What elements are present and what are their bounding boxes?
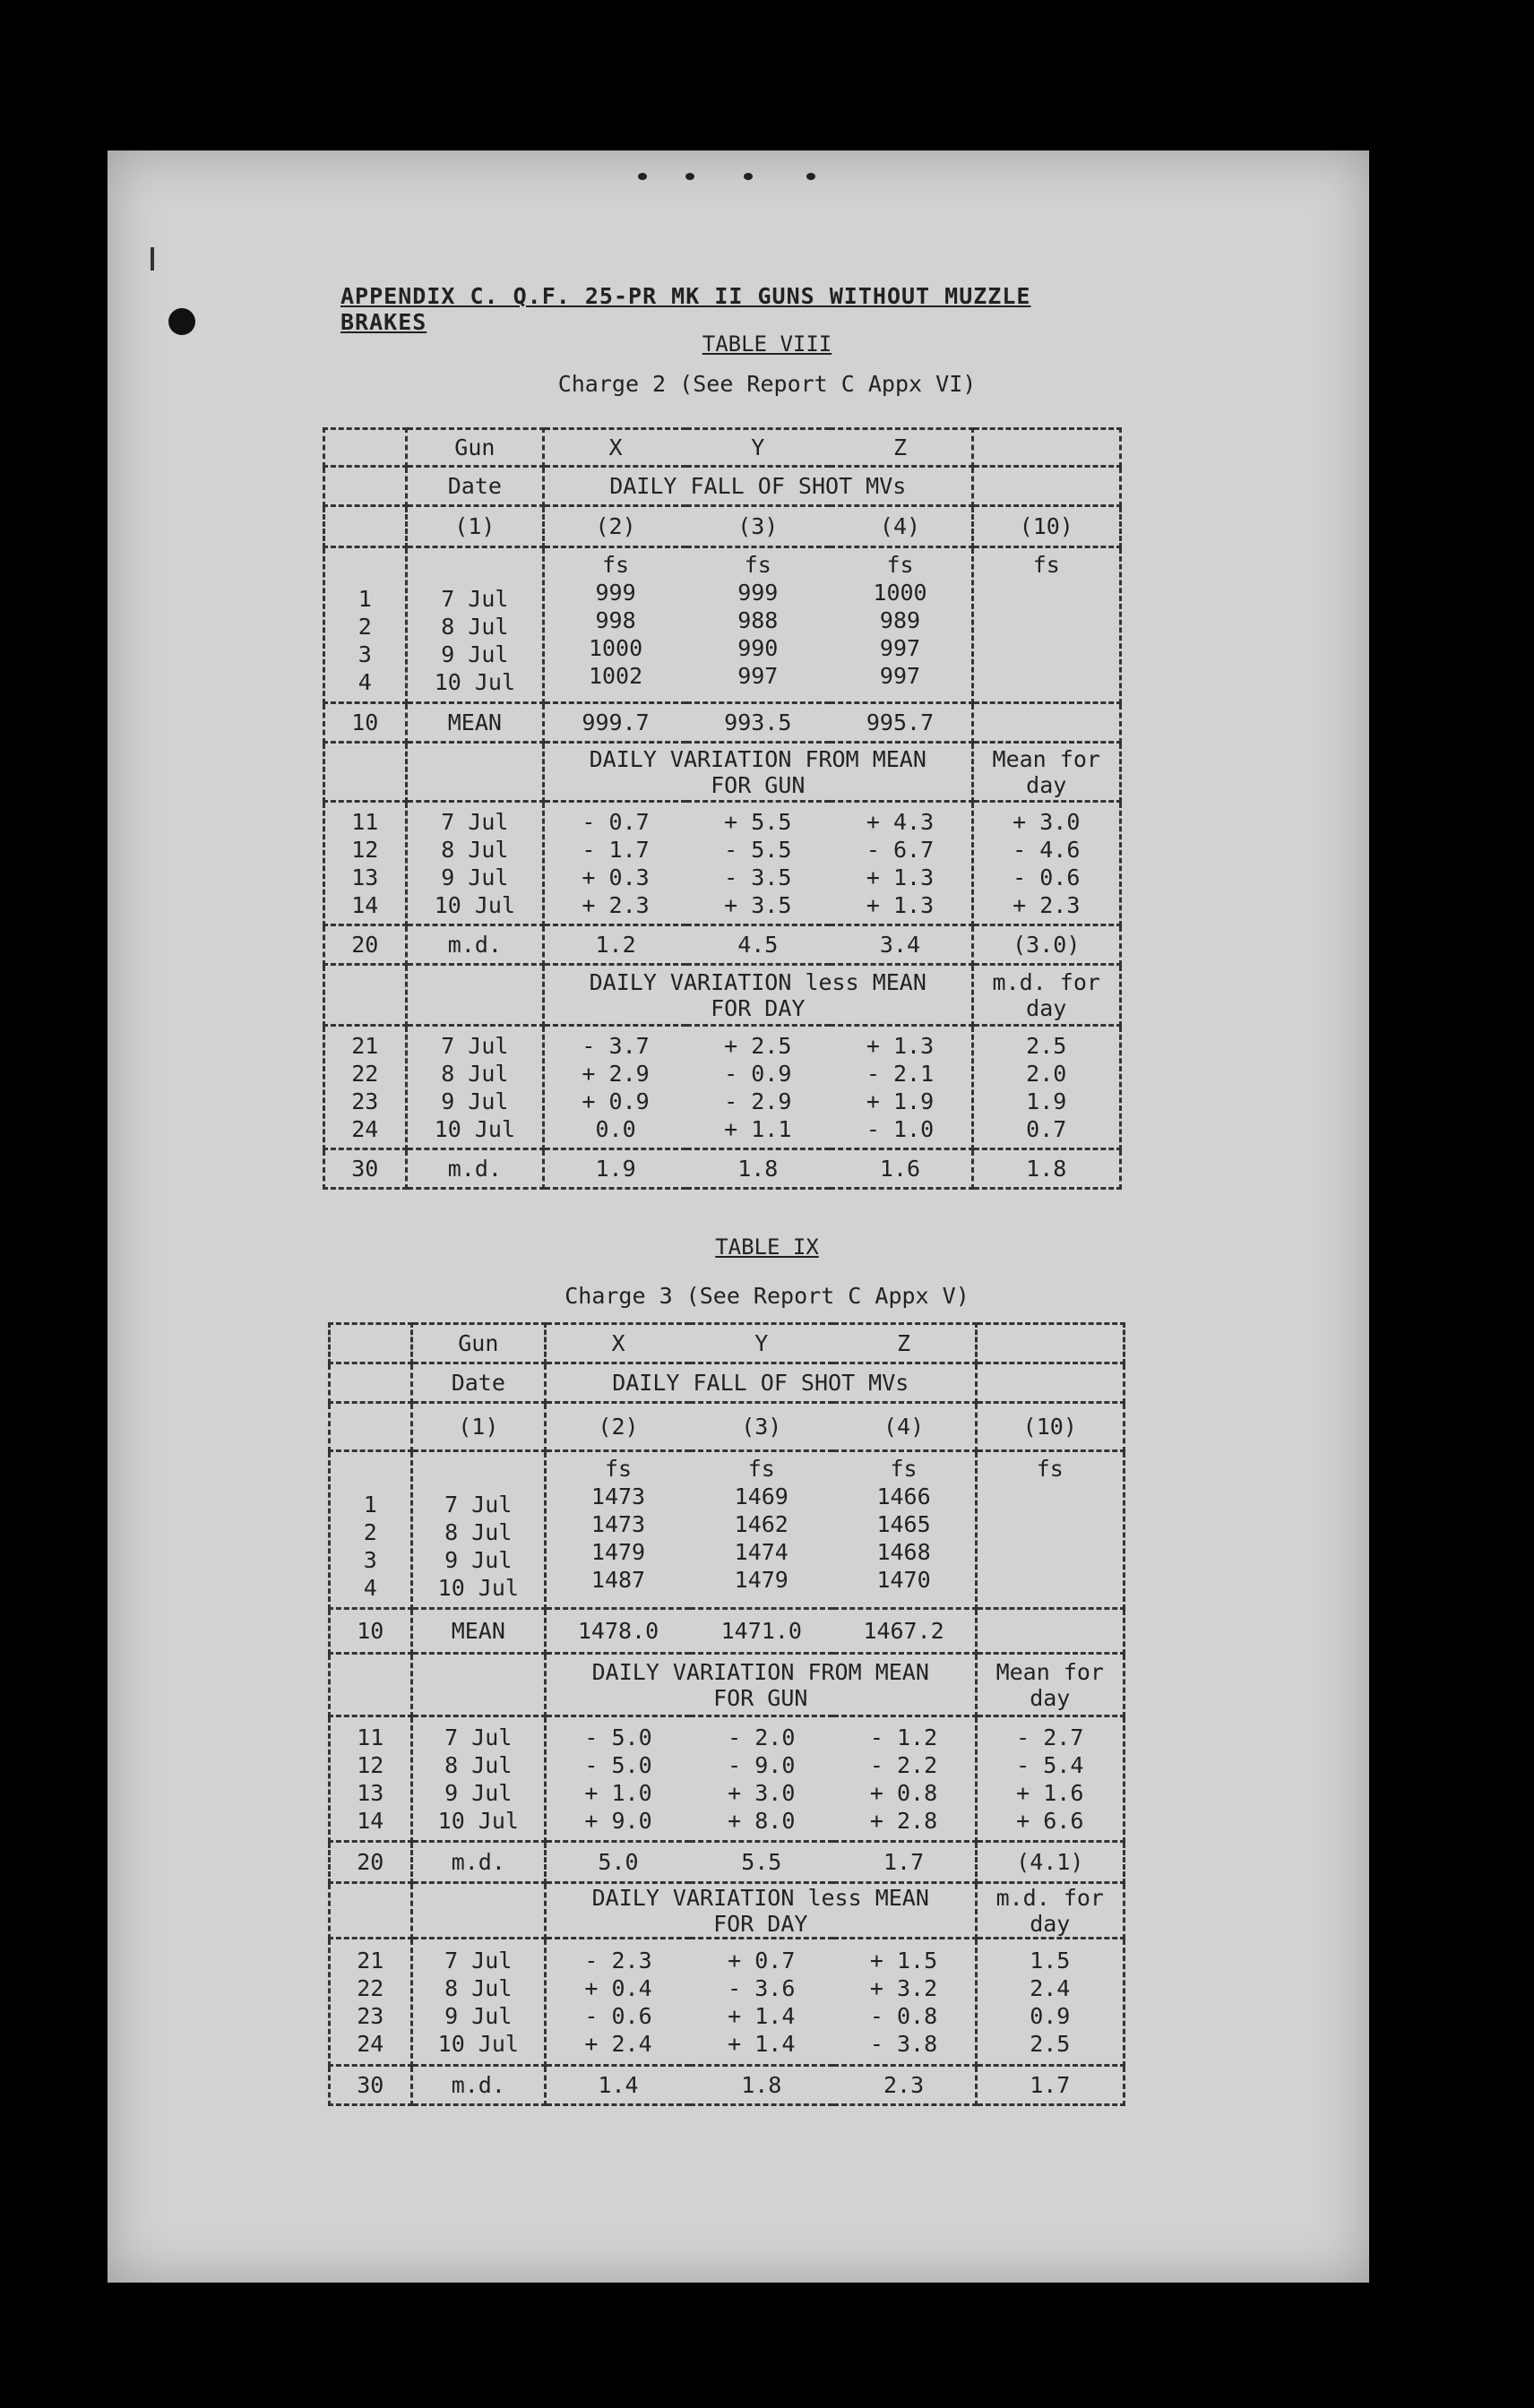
md-index: 20 <box>330 1842 412 1883</box>
md-day: (3.0) <box>972 925 1121 965</box>
md-label: m.d. <box>406 925 543 965</box>
margin-mark <box>151 247 154 271</box>
mean-y: 1471.0 <box>690 1609 833 1654</box>
gun-z-header: Z <box>833 1324 977 1363</box>
md2-z: 2.3 <box>833 2066 977 2105</box>
table-ix <box>328 1322 1125 2106</box>
blank-cell <box>324 429 407 467</box>
var-x-cell: - 0.7 - 1.7 + 0.3 + 2.3 <box>544 802 686 925</box>
gun-header: Gun <box>406 429 543 467</box>
vday-date-cell: 7 Jul 8 Jul 9 Jul 10 Jul <box>406 1026 543 1149</box>
blank-cell <box>976 1609 1124 1654</box>
gun-x-header: X <box>544 429 686 467</box>
md2-index: 30 <box>324 1149 407 1189</box>
blank-cell <box>330 1654 412 1716</box>
var-z-cell: + 4.3 - 6.7 + 1.3 + 1.3 <box>830 802 972 925</box>
md-day-header: m.d. for day <box>976 1883 1124 1939</box>
blank-cell <box>972 703 1121 743</box>
mean-index: 10 <box>324 703 407 743</box>
mv-x-cell: fs 1473 1473 1479 1487 <box>546 1451 691 1609</box>
var-z-cell: - 1.2 - 2.2 + 0.8 + 2.8 <box>833 1716 977 1842</box>
var-day-cell: - 2.7 - 5.4 + 1.6 + 6.6 <box>976 1716 1124 1842</box>
md-label: m.d. <box>411 1842 545 1883</box>
md2-day: 1.7 <box>976 2066 1124 2105</box>
punch-dot <box>744 173 753 180</box>
vday-day-cell: 1.5 2.4 0.9 2.5 <box>976 1939 1124 2066</box>
vday-index-cell: 21 22 23 24 <box>330 1939 412 2066</box>
mv-header: DAILY FALL OF SHOT MVs <box>546 1363 977 1403</box>
date-header: Date <box>411 1363 545 1403</box>
var-day-cell: + 3.0 - 4.6 - 0.6 + 2.3 <box>972 802 1121 925</box>
col-1-header: (1) <box>406 506 543 547</box>
mv-index-cell: 1 2 3 4 <box>324 547 407 703</box>
gun-x-header: X <box>546 1324 691 1363</box>
var-day-header: DAILY VARIATION less MEAN FOR DAY <box>544 965 972 1026</box>
mean-y: 993.5 <box>686 703 829 743</box>
gun-y-header: Y <box>686 429 829 467</box>
md-y: 5.5 <box>690 1842 833 1883</box>
blank-cell <box>324 743 407 802</box>
md-day-header: m.d. for day <box>972 965 1121 1026</box>
col-10-header: (10) <box>972 506 1121 547</box>
mv-y-cell: fs 1469 1462 1474 1479 <box>690 1451 833 1609</box>
vday-y-cell: + 0.7 - 3.6 + 1.4 + 1.4 <box>690 1939 833 2066</box>
punch-dot <box>685 173 694 180</box>
blank-cell <box>330 1403 412 1451</box>
mv-day-cell: fs <box>972 547 1121 703</box>
mean-day-header: Mean for day <box>976 1654 1124 1716</box>
table-ix-title: TABLE IX <box>715 1234 819 1260</box>
table-ix-subtitle: Charge 3 (See Report C Appx V) <box>564 1283 970 1309</box>
appendix-title: APPENDIX C. Q.F. 25-PR MK II GUNS WITHOUT MUZZLE BRAKES <box>340 283 1031 335</box>
col-4-header: (4) <box>833 1403 977 1451</box>
blank-cell <box>406 743 543 802</box>
mean-day-header: Mean for day <box>972 743 1121 802</box>
mean-label: MEAN <box>411 1609 545 1654</box>
col-1-header: (1) <box>411 1403 545 1451</box>
gun-y-header: Y <box>690 1324 833 1363</box>
mv-index-cell: 1 2 3 4 <box>330 1451 412 1609</box>
blank-cell <box>411 1883 545 1939</box>
md2-x: 1.9 <box>544 1149 686 1189</box>
md2-x: 1.4 <box>546 2066 691 2105</box>
var-gun-header: DAILY VARIATION FROM MEAN FOR GUN <box>544 743 972 802</box>
var-index-cell: 11 12 13 14 <box>330 1716 412 1842</box>
table-viii <box>323 427 1122 1190</box>
md-day: (4.1) <box>976 1842 1124 1883</box>
mean-label: MEAN <box>406 703 543 743</box>
md2-y: 1.8 <box>690 2066 833 2105</box>
md-z: 3.4 <box>830 925 972 965</box>
vday-y-cell: + 2.5 - 0.9 - 2.9 + 1.1 <box>686 1026 829 1149</box>
date-header: Date <box>406 467 543 506</box>
blank-cell <box>324 506 407 547</box>
col-3-header: (3) <box>686 506 829 547</box>
blank-cell <box>972 429 1121 467</box>
md2-y: 1.8 <box>686 1149 829 1189</box>
blank-cell <box>330 1363 412 1403</box>
md-z: 1.7 <box>833 1842 977 1883</box>
mv-day-cell: fs <box>976 1451 1124 1609</box>
md2-label: m.d. <box>411 2066 545 2105</box>
mean-x: 999.7 <box>544 703 686 743</box>
vday-day-cell: 2.5 2.0 1.9 0.7 <box>972 1026 1121 1149</box>
md2-day: 1.8 <box>972 1149 1121 1189</box>
punch-dot <box>806 173 815 180</box>
blank-cell <box>406 965 543 1026</box>
col-2-header: (2) <box>544 506 686 547</box>
mv-y-cell: fs 999 988 990 997 <box>686 547 829 703</box>
md-y: 4.5 <box>686 925 829 965</box>
md2-index: 30 <box>330 2066 412 2105</box>
mv-x-cell: fs 999 998 1000 1002 <box>544 547 686 703</box>
var-x-cell: - 5.0 - 5.0 + 1.0 + 9.0 <box>546 1716 691 1842</box>
var-date-cell: 7 Jul 8 Jul 9 Jul 10 Jul <box>411 1716 545 1842</box>
blank-cell <box>976 1324 1124 1363</box>
mv-date-cell: 7 Jul 8 Jul 9 Jul 10 Jul <box>406 547 543 703</box>
vday-date-cell: 7 Jul 8 Jul 9 Jul 10 Jul <box>411 1939 545 2066</box>
md-x: 1.2 <box>544 925 686 965</box>
mean-x: 1478.0 <box>546 1609 691 1654</box>
md-x: 5.0 <box>546 1842 691 1883</box>
col-2-header: (2) <box>546 1403 691 1451</box>
var-y-cell: - 2.0 - 9.0 + 3.0 + 8.0 <box>690 1716 833 1842</box>
col-10-header: (10) <box>976 1403 1124 1451</box>
blank-cell <box>324 965 407 1026</box>
col-4-header: (4) <box>830 506 972 547</box>
table-viii-title: TABLE VIII <box>702 331 832 357</box>
table-viii-subtitle: Charge 2 (See Report C Appx VI) <box>557 371 977 397</box>
vday-index-cell: 21 22 23 24 <box>324 1026 407 1149</box>
var-index-cell: 11 12 13 14 <box>324 802 407 925</box>
mv-z-cell: fs 1466 1465 1468 1470 <box>833 1451 977 1609</box>
md2-z: 1.6 <box>830 1149 972 1189</box>
var-gun-header: DAILY VARIATION FROM MEAN FOR GUN <box>546 1654 977 1716</box>
md2-label: m.d. <box>406 1149 543 1189</box>
punch-dot <box>638 173 647 180</box>
col-3-header: (3) <box>690 1403 833 1451</box>
vday-z-cell: + 1.3 - 2.1 + 1.9 - 1.0 <box>830 1026 972 1149</box>
gun-header: Gun <box>411 1324 545 1363</box>
mean-z: 1467.2 <box>833 1609 977 1654</box>
blank-cell <box>330 1324 412 1363</box>
vday-x-cell: - 2.3 + 0.4 - 0.6 + 2.4 <box>546 1939 691 2066</box>
blank-cell <box>976 1363 1124 1403</box>
blank-cell <box>411 1654 545 1716</box>
md-index: 20 <box>324 925 407 965</box>
gun-z-header: Z <box>830 429 972 467</box>
mean-z: 995.7 <box>830 703 972 743</box>
mv-z-cell: fs 1000 989 997 997 <box>830 547 972 703</box>
var-y-cell: + 5.5 - 5.5 - 3.5 + 3.5 <box>686 802 829 925</box>
blank-cell <box>330 1883 412 1939</box>
mv-header: DAILY FALL OF SHOT MVs <box>544 467 972 506</box>
mean-index: 10 <box>330 1609 412 1654</box>
vday-x-cell: - 3.7 + 2.9 + 0.9 0.0 <box>544 1026 686 1149</box>
blank-cell <box>972 467 1121 506</box>
mv-date-cell: 7 Jul 8 Jul 9 Jul 10 Jul <box>411 1451 545 1609</box>
vday-z-cell: + 1.5 + 3.2 - 0.8 - 3.8 <box>833 1939 977 2066</box>
var-day-header: DAILY VARIATION less MEAN FOR DAY <box>546 1883 977 1939</box>
var-date-cell: 7 Jul 8 Jul 9 Jul 10 Jul <box>406 802 543 925</box>
blank-cell <box>324 467 407 506</box>
